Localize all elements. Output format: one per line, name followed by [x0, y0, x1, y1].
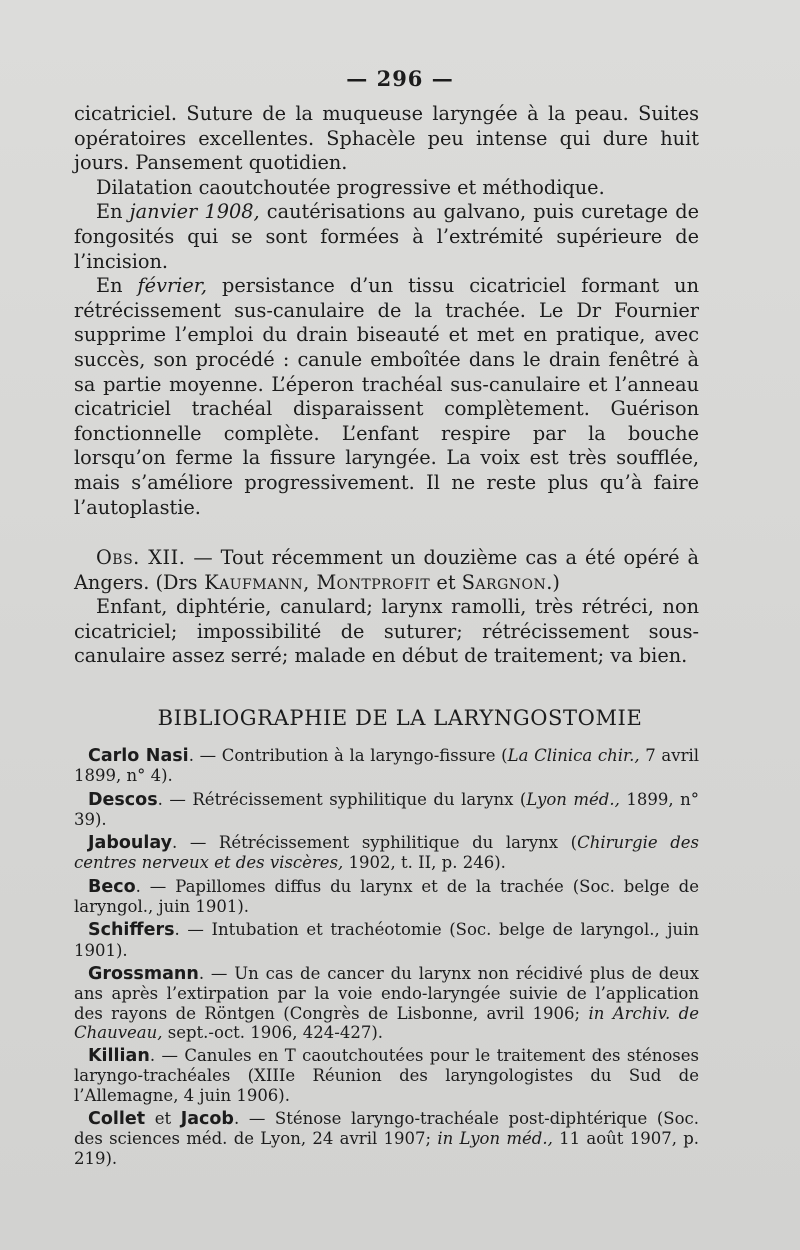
doctor-names: Kaufmann, Montprofit — [197, 570, 431, 594]
bibliography-heading: BIBLIOGRAPHIE DE LA LARYNGOSTOMIE — [157, 706, 643, 730]
bibliography-list — [74, 746, 699, 1172]
observation-xii: Obs. XII. — Tout récemment un douzième cas a été opéré à Angers. (Drs Kaufmann, Montprofit et Sargnon.) — [74, 546, 699, 594]
bibliography-entry: Collet et Jacob. — Sténose laryngo-trachéale post-diphtérique (Soc. des sciences méd. de Lyon, 24 avril 1907; in Lyon méd., 11 août 1907, p. 219). — [74, 1109, 700, 1168]
author-name: Schiffers — [88, 920, 175, 941]
bibliography-entry: Carlo Nasi. — Contribution à la laryngo-fissure (La Clinica chir., 7 avril 1899, n° 4). — [74, 746, 700, 786]
bibliography-entry: Killian. — Canules en T caoutchoutées pour le traitement des sténoses laryngo-trachéales (XIIIe Réunion des laryngologistes du Sud de l’Allemagne, 4 juin 1906). — [74, 1046, 699, 1105]
author-name: Descos — [88, 789, 158, 810]
case-report-text — [74, 102, 699, 669]
bibliography-entry: Descos. — Rétrécissement syphilitique du larynx (Lyon méd., 1899, n° 39). — [74, 789, 700, 829]
paragraph-janvier: En janvier 1908, cautérisations au galvano, puis curetage de fongosités qui se sont formées à l’extrémité supérieure de l’incision. — [74, 200, 700, 273]
author-name: Jaboulay — [88, 833, 173, 854]
author-name: Collet — [88, 1109, 146, 1130]
paragraph-fevrier: En février, persistance d’un tissu cicatriciel formant un rétrécissement sus-canulaire de la trachée. Le Dr Fournier supprime l’emploi du drain biseauté et met en pratique, avec succès, son procédé : canule emboîtée dans le drain fenêtré à sa partie moyenne. L’éperon trachéal sus-canulaire et l’anneau cicatriciel trachéal disparaissent complètement. Guérison fonctionnelle complète. L’enfant respire par la bouche lorsqu’on ferme la fissure laryngée. La voix est très soufflée, mais s’améliore progressivement. Il ne reste plus qu’à faire l’autoplastie. — [74, 274, 699, 519]
observation-detail: Enfant, diphtérie, canulard; larynx ramolli, très rétréci, non cicatriciel; impossibilité de suturer; rétrécissement sous-canulaire assez serré; malade en début de traitement; va bien. — [74, 595, 699, 668]
obs-label: Obs. XII. — [96, 546, 186, 570]
author-name: Jacob — [180, 1109, 234, 1130]
paragraph-suture: cicatriciel. Suture de la muqueuse laryngée à la peau. Suites opératoires excellentes. Sphacèle peu intense qui dure huit jours. Pansement quotidien. — [74, 102, 699, 175]
page-number: — 296 — — [346, 66, 454, 91]
bibliography-entry: Beco. — Papillomes diffus du larynx et de la trachée (Soc. belge de laryngol., juin 1901). — [74, 876, 699, 917]
paragraph-dilatation: Dilatation caoutchoutée progressive et méthodique. — [96, 175, 605, 199]
bibliography-entry: Grossmann. — Un cas de cancer du larynx non récidivé plus de deux ans après l’extirpation par la voie endo-laryngée suivie de l’application des rayons de Röntgen (Congrès de Lisbonne, avril 1906; in Archiv. de Chauveau, sept.-oct. 1906, 424-427). — [74, 963, 699, 1042]
author-name: Carlo Nasi — [88, 746, 189, 766]
date-fevrier: février, — [137, 274, 207, 298]
bibliography-entry: Jaboulay. — Rétrécissement syphilitique du larynx (Chirurgie des centres nerveux et des viscères, 1902, t. II, p. 246). — [74, 833, 699, 873]
author-name: Killian — [88, 1046, 150, 1067]
bibliography-entry: Schiffers. — Intubation et trachéotomie (Soc. belge de laryngol., juin 1901). — [74, 920, 699, 960]
author-name: Beco — [88, 876, 136, 897]
author-name: Grossmann — [88, 963, 199, 984]
date-janvier: janvier 1908, — [129, 200, 260, 224]
